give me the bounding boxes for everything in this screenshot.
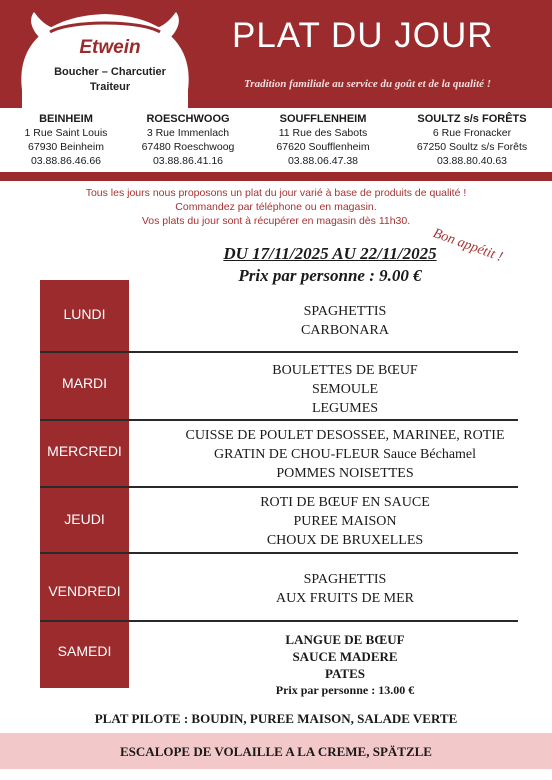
shop-street: 3 Rue Immenlach — [146, 127, 230, 139]
shop-roeschwoog — [128, 112, 248, 168]
brand-line1: Boucher – Charcutier — [54, 66, 166, 78]
header-banner — [0, 0, 552, 108]
shop-phone: 03.88.80.40.63 — [436, 155, 508, 167]
row-separator — [40, 419, 518, 421]
dish-line: AUX FRUITS DE MER — [275, 591, 415, 606]
shop-phone: 03.88.86.46.66 — [30, 155, 102, 167]
day-jeudi: JEUDI — [64, 511, 105, 527]
shop-phone: 03.88.06.47.38 — [287, 155, 359, 167]
dish-lundi — [130, 302, 552, 340]
shop-phone: 03.88.86.41.16 — [152, 155, 224, 167]
brand-line2: Traiteur — [89, 81, 131, 93]
dish-line: SAUCE MADERE — [292, 649, 398, 664]
dish-line: LANGUE DE BŒUF — [285, 632, 405, 647]
samedi-price: Prix par personne : 13.00 € — [275, 683, 415, 697]
row-separator — [40, 486, 518, 488]
shop-soultz — [402, 112, 542, 168]
shop-city: 67480 Roeschwoog — [141, 141, 235, 153]
dish-line: ROTI DE BŒUF EN SAUCE — [260, 495, 430, 510]
dish-vendredi — [130, 570, 552, 608]
row-separator — [40, 620, 518, 622]
day-mardi: MARDI — [61, 375, 108, 391]
row-separator — [40, 351, 518, 353]
dish-line: LEGUMES — [311, 401, 379, 416]
dish-line: POMMES NOISETTES — [276, 466, 414, 481]
intro-line: Tous les jours nous proposons un plat du jour varié à base de produits de qualité ! — [85, 187, 467, 199]
shop-street: 6 Rue Fronacker — [432, 127, 512, 139]
day-vendredi: VENDREDI — [48, 583, 121, 599]
dish-line: SEMOULE — [311, 382, 379, 397]
dish-line: CUISSE DE POULET DESOSSEE, MARINEE, ROTIE — [185, 428, 505, 443]
dish-jeudi — [130, 493, 552, 550]
intro-text — [0, 186, 552, 228]
intro-line: Commandez par téléphone ou en magasin. — [175, 201, 377, 213]
brand-name: Etwein — [79, 37, 141, 58]
dish-line: GRATIN DE CHOU-FLEUR Sauce Béchamel — [213, 447, 477, 462]
shop-list — [0, 108, 552, 172]
shop-street: 1 Rue Saint Louis — [24, 127, 108, 139]
dish-line: SPAGHETTIS — [303, 572, 387, 587]
day-samedi: SAMEDI — [57, 643, 112, 659]
shop-name: ROESCHWOOG — [146, 113, 230, 125]
dish-line: BOULETTES DE BŒUF — [272, 363, 418, 378]
intro-line: Vos plats du jour sont à récupérer en magasin dès 11h30. — [141, 215, 411, 227]
extra-dish: ESCALOPE DE VOLAILLE A LA CREME, SPÄTZLE — [120, 744, 432, 759]
day-mercredi: MERCREDI — [47, 443, 122, 459]
dish-line: CARBONARA — [301, 323, 389, 338]
dish-line: PATES — [325, 666, 365, 681]
shop-beinheim — [12, 112, 120, 168]
dish-line: SPAGHETTIS — [303, 304, 387, 319]
shop-name: BEINHEIM — [39, 113, 93, 125]
shop-name: SOULTZ s/s FORÊTS — [417, 113, 527, 125]
shop-street: 11 Rue des Sabots — [278, 127, 368, 139]
shop-city: 67620 Soufflenheim — [276, 141, 370, 153]
brand-logo — [10, 2, 200, 108]
plat-pilote: PLAT PILOTE : BOUDIN, PUREE MAISON, SALADE VERTE — [94, 711, 458, 726]
dish-mercredi — [130, 426, 552, 483]
day-column — [40, 280, 129, 688]
period-dates: DU 17/11/2025 AU 22/11/2025 — [223, 244, 437, 263]
shop-soufflenheim — [258, 112, 388, 168]
divider-band — [0, 172, 552, 181]
shop-city: 67250 Soultz s/s Forêts — [416, 141, 528, 153]
dish-samedi — [130, 631, 552, 699]
bon-appetit: Bon appétit ! — [430, 226, 505, 266]
row-separator — [40, 552, 518, 554]
day-lundi: LUNDI — [63, 306, 106, 322]
dish-line: CHOUX DE BRUXELLES — [266, 533, 424, 548]
shop-name: SOUFFLENHEIM — [279, 113, 367, 125]
price-line: Prix par personne : 9.00 € — [238, 266, 422, 285]
dish-mardi — [130, 361, 552, 418]
shop-city: 67930 Beinheim — [28, 141, 104, 153]
tagline: Tradition familiale au service du goût et de la qualité ! — [244, 78, 492, 90]
dish-line: PUREE MAISON — [293, 514, 397, 529]
page-title: PLAT DU JOUR — [232, 16, 494, 55]
period-block — [110, 243, 550, 287]
